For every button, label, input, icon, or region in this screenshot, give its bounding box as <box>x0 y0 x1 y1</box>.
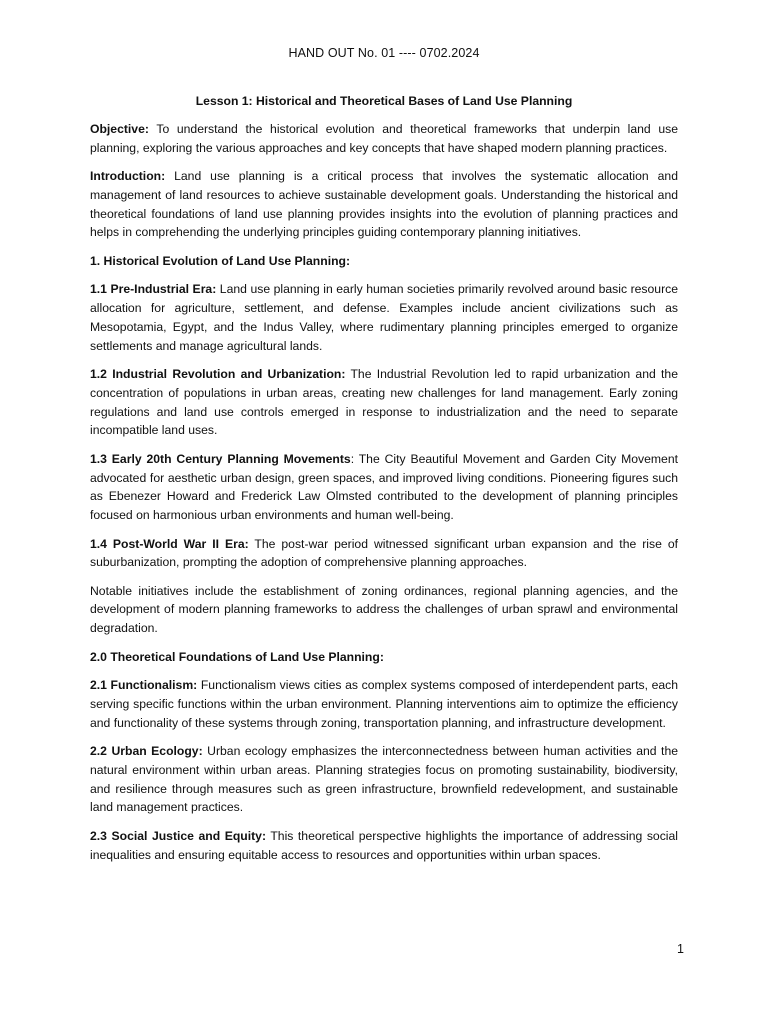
introduction-label: Introduction: <box>90 168 166 183</box>
section-2-3-text: This theoretical perspective highlights the importance of addressing social inequalities and ensuring equitable access to resources and opportunities within urban spaces. <box>90 828 678 862</box>
handout-header: HAND OUT No. 01 ---- 0702.2024 <box>288 46 480 60</box>
objective-paragraph <box>90 120 678 158</box>
page-number: 1 <box>677 942 684 956</box>
section-2-2-paragraph <box>90 742 678 817</box>
objective-label: Objective: <box>90 121 149 136</box>
section-2-1-text: Functionalism views cities as complex systems composed of interdependent parts, each serving specific functions within the urban environment. Planning interventions aim to optimize the efficiency and functionality of these systems through zoning, transportation planning, and infrastructure development. <box>90 678 678 730</box>
section-1-1-text: Land use planning in early human societies primarily revolved around basic resource allocation for agriculture, settlement, and defense. Examples include ancient civilizations such as Mesopotamia, Egypt, and the Indus Valley, where rudimentary planning principles emerged to organize settlements and manage agricultural lands. <box>90 282 678 353</box>
objective-text: To understand the historical evolution and theoretical frameworks that underpin land use planning, exploring the various approaches and key concepts that have shaped modern planning practices. <box>90 121 678 155</box>
section-1-3-paragraph <box>90 450 678 525</box>
introduction-text: Land use planning is a critical process that involves the systematic allocation and management of land resources to achieve sustainable development goals. Understanding the historical and theoretical foundations of land use planning provides insights into the evolution of planning practices and helps in comprehending the underlying principles guiding contemporary planning initiatives. <box>90 168 678 240</box>
section-2-3-paragraph <box>90 827 678 865</box>
section-1-4-label: 1.4 Post-World War II Era: <box>90 536 249 551</box>
section-1-2-text: The Industrial Revolution led to rapid urbanization and the concentration of populations in urban areas, creating new challenges for land management. Early zoning regulations and land use controls emerged in response to industrialization and the need to separate incompatible land uses. <box>90 366 678 438</box>
section-2-2-text: Urban ecology emphasizes the interconnectedness between human activities and the natural environment within urban areas. Planning strategies focus on promoting sustainability, biodiversity, and resilience through measures such as green infrastructure, brownfield redevelopment, and sustainable land management practices. <box>90 744 679 815</box>
lesson-title: Lesson 1: Historical and Theoretical Bases of Land Use Planning <box>195 94 573 108</box>
section-1-4-paragraph <box>90 535 678 573</box>
section-1-3-label: 1.3 Early 20th Century Planning Movements <box>90 451 351 466</box>
section-1-2-paragraph <box>90 365 678 440</box>
section-2-1-paragraph <box>90 676 678 732</box>
section-1-note-paragraph: Notable initiatives include the establishment of zoning ordinances, regional planning agencies, and the development of modern planning frameworks to address the challenges of urban sprawl and environmental degradation. <box>90 583 678 636</box>
section-2-3-label: 2.3 Social Justice and Equity: <box>90 828 267 843</box>
section-2-2-label: 2.2 Urban Ecology: <box>90 744 203 759</box>
section-1-4-text: The post-war period witnessed significant urban expansion and the rise of suburbanization, prompting the adoption of comprehensive planning approaches. <box>90 536 678 570</box>
section-1-1-paragraph <box>90 280 678 355</box>
document-body <box>90 92 678 874</box>
section-1-3-text: : The City Beautiful Movement and Garden City Movement advocated for aesthetic urban design, green spaces, and improved living conditions. Pioneering figures such as Ebenezer Howard and Frederick Law Olmsted contributed to the development of planning principles focused on harmonious urban environments and human well-being. <box>90 451 678 523</box>
section-1-heading: 1. Historical Evolution of Land Use Planning: <box>90 253 351 268</box>
section-1-1-label: 1.1 Pre-Industrial Era: <box>90 282 217 297</box>
section-2-heading: 2.0 Theoretical Foundations of Land Use Planning: <box>90 649 384 664</box>
section-1-2-label: 1.2 Industrial Revolution and Urbanization: <box>90 366 346 381</box>
introduction-paragraph <box>90 167 678 242</box>
section-2-1-label: 2.1 Functionalism: <box>90 678 198 693</box>
